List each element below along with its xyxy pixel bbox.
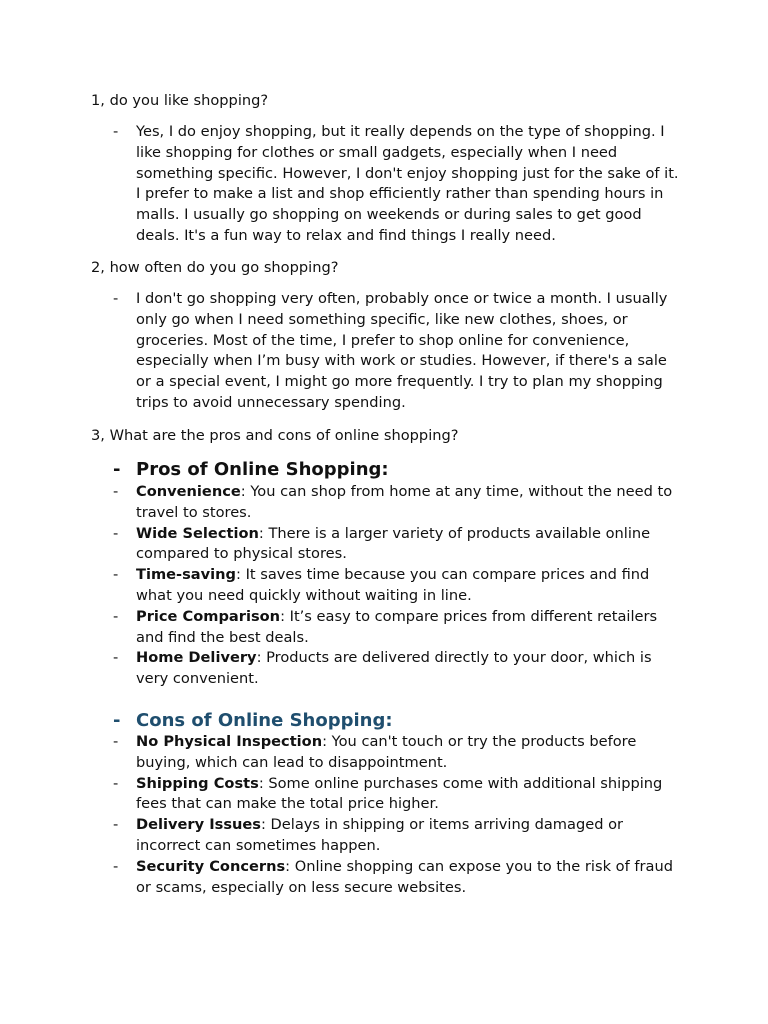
- question-2: 2, how often do you go shopping?: [91, 259, 339, 276]
- bullet-dash: -: [113, 649, 119, 667]
- question-3: 3, What are the pros and cons of online shopping?: [91, 427, 459, 444]
- item-desc: : It saves time because you can compare prices and find what you need quickly without waiting in line.: [136, 566, 650, 604]
- answer-1-text: Yes, I do enjoy shopping, but it really depends on the type of shopping. I like shopping for clothes or small gadgets, especially when I need something specific. However, I don't enjoy shopping just for the sake of it. I prefer to make a list and shop efficiently rather than spending hours in malls. I usually go shopping on weekends or during sales to get good deals. It's a fun way to relax and find things I really need.: [136, 123, 679, 244]
- item-desc: : Delays in shipping or items arriving damaged or incorrect can sometimes happen.: [136, 816, 624, 854]
- bullet-dash: -: [113, 290, 119, 307]
- bullet-dash: -: [113, 607, 119, 625]
- answer-2-list: [113, 289, 683, 414]
- list-item: [113, 774, 683, 816]
- cons-heading-text: Cons of Online Shopping:: [136, 710, 393, 731]
- item-desc: : Some online purchases come with additional shipping fees that can make the total price higher.: [136, 774, 663, 813]
- item-term: Home Delivery: [136, 649, 257, 667]
- bullet-dash: -: [113, 123, 119, 140]
- list-item-text: [136, 648, 683, 690]
- answer-2: [113, 289, 683, 414]
- item-desc: : Products are delivered directly to your door, which is very convenient.: [136, 649, 652, 688]
- item-desc: : Online shopping can expose you to the risk of fraud or scams, especially on less secure websites.: [136, 857, 673, 896]
- list-item-text: [136, 524, 683, 566]
- bullet-dash: -: [113, 524, 119, 542]
- item-term: Convenience: [136, 483, 241, 500]
- bullet-dash: -: [113, 774, 119, 792]
- item-desc: : There is a larger variety of products available online compared to physical stores.: [136, 524, 651, 563]
- question-1: 1, do you like shopping?: [91, 92, 269, 109]
- item-term: Time-saving: [136, 566, 237, 584]
- cons-heading: [113, 709, 683, 732]
- list-item-text: [136, 815, 683, 857]
- bullet-dash: -: [113, 483, 119, 500]
- item-term: Wide Selection: [136, 524, 259, 542]
- item-term: No Physical Inspection: [136, 733, 323, 750]
- bullet-dash: -: [113, 710, 121, 731]
- list-item-text: [136, 774, 683, 816]
- item-term: Delivery Issues: [136, 816, 261, 834]
- answer-1-list: [113, 122, 683, 247]
- bullet-dash: -: [113, 816, 119, 834]
- bullet-dash: -: [113, 459, 121, 480]
- bullet-dash: -: [113, 857, 119, 875]
- list-item: [113, 648, 683, 690]
- bullet-dash: -: [113, 733, 119, 750]
- list-item-text: [136, 607, 683, 649]
- item-term: Shipping Costs: [136, 774, 259, 792]
- pros-heading: [113, 458, 683, 481]
- item-desc: : You can't touch or try the products before buying, which can lead to disappointment.: [136, 733, 637, 771]
- list-item: [113, 815, 683, 857]
- list-item: [113, 482, 683, 524]
- list-item: [113, 565, 683, 607]
- list-item: [113, 732, 683, 774]
- cons-list: [113, 709, 683, 898]
- item-desc: : You can shop from home at any time, without the need to travel to stores.: [136, 483, 673, 521]
- answer-2-text: I don't go shopping very often, probably once or twice a month. I usually only go when I need something specific, like new clothes, shoes, or groceries. Most of the time, I prefer to shop online for convenience, especially when I’m busy with work or studies. However, if there's a sale or a special event, I might go more frequently. I try to plan my shopping trips to avoid unnecessary spending.: [136, 290, 668, 411]
- bullet-dash: -: [113, 566, 119, 584]
- list-item-text: [136, 732, 683, 774]
- list-item: [113, 857, 683, 899]
- list-item-text: [136, 857, 683, 899]
- item-term: Security Concerns: [136, 857, 286, 875]
- item-term: Price Comparison: [136, 607, 281, 625]
- pros-heading-text: Pros of Online Shopping:: [136, 459, 389, 480]
- list-item-text: [136, 565, 683, 607]
- list-item: [113, 607, 683, 649]
- answer-1: [113, 122, 683, 247]
- pros-list: [113, 458, 683, 690]
- item-desc: : It’s easy to compare prices from different retailers and find the best deals.: [136, 607, 658, 646]
- list-item: [113, 524, 683, 566]
- list-item-text: [136, 482, 683, 524]
